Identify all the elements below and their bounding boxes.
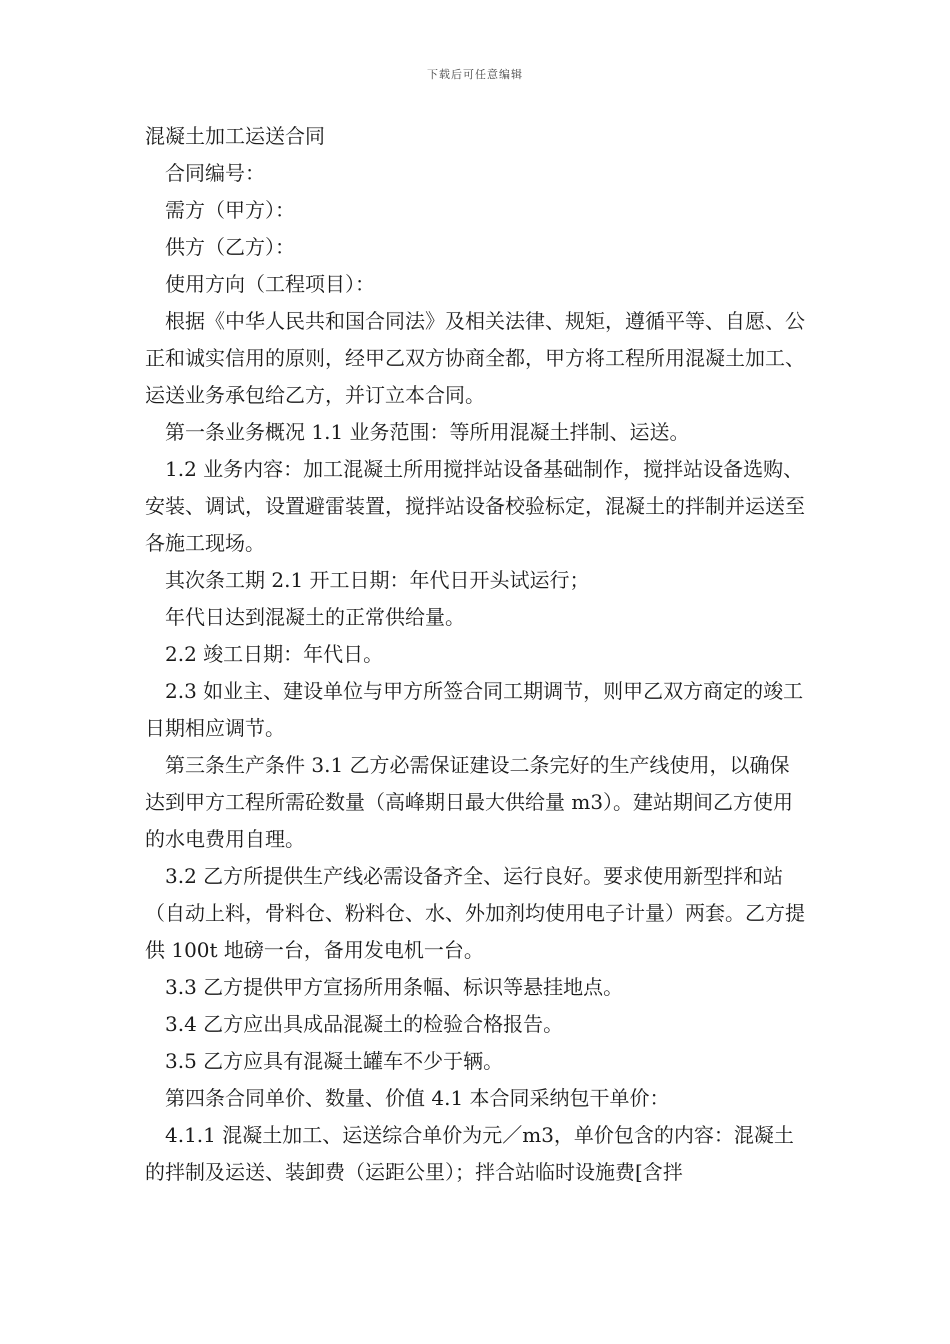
document-title: 混凝土加工运送合同 [145, 124, 325, 148]
paragraph-article-1: 第一条业务概况 1.1 业务范围：等所用混凝土拌制、运送。 [165, 420, 690, 444]
paragraph-project: 使用方向（工程项目）： [165, 272, 375, 296]
paragraph-4-1-1: 4.1.1 混凝土加工、运送综合单价为元／m3，单价包含的内容：混凝土的拌制及运送、装卸费（运距公里）；拌合站临时设施费[含拌 [145, 1123, 794, 1184]
paragraph-party-b: 供方（乙方）： [165, 235, 295, 259]
header-note: 下载后可任意编辑 [427, 68, 523, 81]
paragraph-2-3: 2.3 如业主、建设单位与甲方所签合同工期调节，则甲乙双方商定的竣工日期相应调节。 [145, 679, 804, 740]
paragraph-article-2: 其次条工期 2.1 开工日期：年代日开头试运行； [165, 568, 590, 592]
paragraph-1-2: 1.2 业务内容：加工混凝土所用搅拌站设备基础制作，搅拌站设备选购、安装、调试，设置避雷装置，搅拌站设备校验标定，混凝土的拌制并运送至各施工现场。 [145, 457, 805, 555]
paragraph-3-2: 3.2 乙方所提供生产线必需设备齐全、运行良好。要求使用新型拌和站（自动上料，骨料仓、粉料仓、水、外加剂均使用电子计量）两套。乙方提供 100t 地磅一台，备用发电机一台。 [145, 864, 805, 962]
paragraph-3-3: 3.3 乙方提供甲方宣扬所用条幅、标识等悬挂地点。 [165, 975, 624, 999]
paragraph-article-3: 第三条生产条件 3.1 乙方必需保证建设二条完好的生产线使用，以确保达到甲方工程所需砼数量（高峰期日最大供给量 m3）。建站期间乙方使用的水电费用自理。 [145, 753, 794, 851]
paragraph-contract-number: 合同编号： [165, 161, 265, 185]
paragraph-article-4: 第四条合同单价、数量、价值 4.1 本合同采纳包干单价： [165, 1086, 670, 1110]
paragraph-preamble: 根据《中华人民共和国合同法》及相关法律、规矩，遵循平等、自愿、公正和诚实信用的原则，经甲乙双方协商全都，甲方将工程所用混凝土加工、运送业务承包给乙方，并订立本合同。 [145, 309, 805, 407]
paragraph-3-5: 3.5 乙方应具有混凝土罐车不少于辆。 [165, 1049, 504, 1073]
paragraph-3-4: 3.4 乙方应出具成品混凝土的检验合格报告。 [165, 1012, 564, 1036]
document-body [145, 118, 809, 1191]
paragraph-supply-date: 年代日达到混凝土的正常供给量。 [165, 605, 465, 629]
paragraph-party-a: 需方（甲方）： [165, 198, 295, 222]
paragraph-2-2: 2.2 竣工日期：年代日。 [165, 642, 384, 666]
